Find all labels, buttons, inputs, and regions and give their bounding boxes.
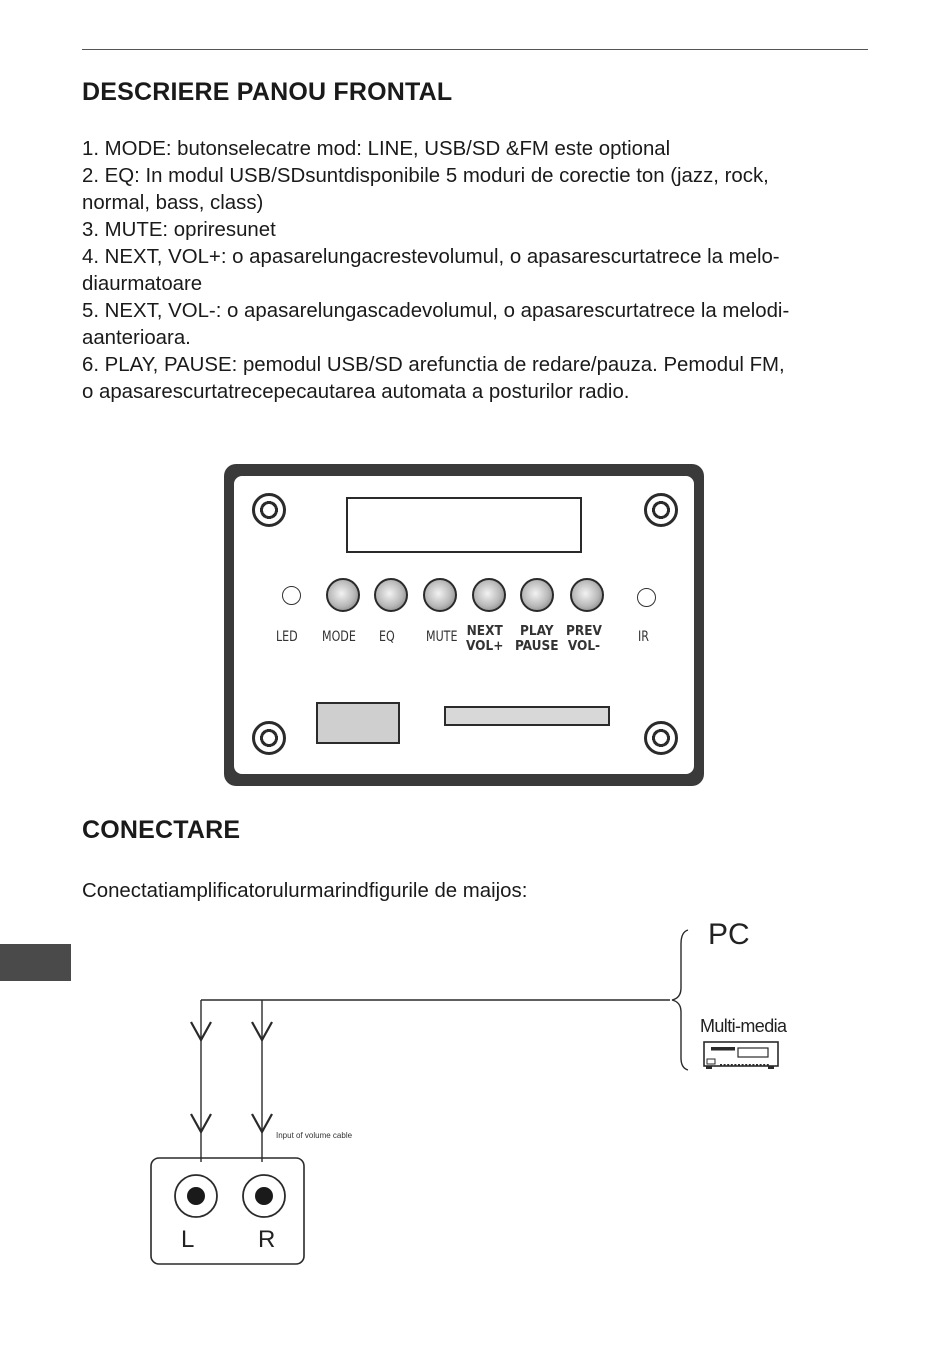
label-line: PLAY [520, 623, 554, 639]
mute-label: MUTE [426, 629, 458, 645]
description-line: aanterioara. [82, 327, 191, 349]
description-line: normal, bass, class) [82, 192, 264, 214]
right-channel-label: R [258, 1226, 276, 1253]
label-line: VOL+ [466, 638, 504, 654]
description-line: 3. MUTE: opriresunet [82, 219, 276, 241]
left-channel-label: L [181, 1226, 195, 1253]
eq-label: EQ [379, 629, 395, 645]
front-panel-heading: DESCRIERE PANOU FRONTAL [82, 78, 453, 106]
label-line: NEXT [466, 623, 503, 639]
description-line: o apasarescurtatrecepecautarea automata a posturilor radio. [82, 381, 630, 403]
brace-icon [672, 930, 688, 1070]
label-line: PAUSE [515, 638, 559, 654]
description-line: 1. MODE: butonselecatre mod: LINE, USB/SD &FM este optional [82, 138, 671, 160]
connect-heading: CONECTARE [82, 816, 241, 844]
rca-jack-right-icon [243, 1175, 285, 1217]
connect-intro: Conectatiamplificatorulurmarindfigurile de maijos: [82, 880, 528, 902]
rca-jack-panel [151, 1158, 304, 1264]
pc-label: PC [708, 918, 750, 951]
multimedia-label: Multi-media [700, 1016, 787, 1036]
multimedia-device-icon [704, 1042, 778, 1069]
cable-label: Input of volume cable [276, 1131, 353, 1140]
description-line: 4. NEXT, VOL+: o apasarelungacrestevolumul, o apasarescurtatrece la melo- [82, 246, 780, 268]
description-line: diaurmatoare [82, 273, 203, 295]
description-line: 2. EQ: In modul USB/SDsuntdisponibile 5 moduri de corectie ton (jazz, rock, [82, 165, 769, 187]
mode-label: MODE [322, 629, 356, 645]
label-line: VOL- [567, 638, 601, 654]
description-line: 5. NEXT, VOL-: o apasarelungascadevolumul, o apasarescurtatrece la melodi- [82, 300, 790, 322]
ir-label: IR [638, 629, 649, 645]
led-label: LED [276, 629, 298, 645]
description-line: 6. PLAY, PAUSE: pemodul USB/SD arefunctia de redare/pauza. Pemodul FM, [82, 354, 785, 376]
rca-jack-left-icon [175, 1175, 217, 1217]
label-line: PREV [566, 623, 602, 639]
